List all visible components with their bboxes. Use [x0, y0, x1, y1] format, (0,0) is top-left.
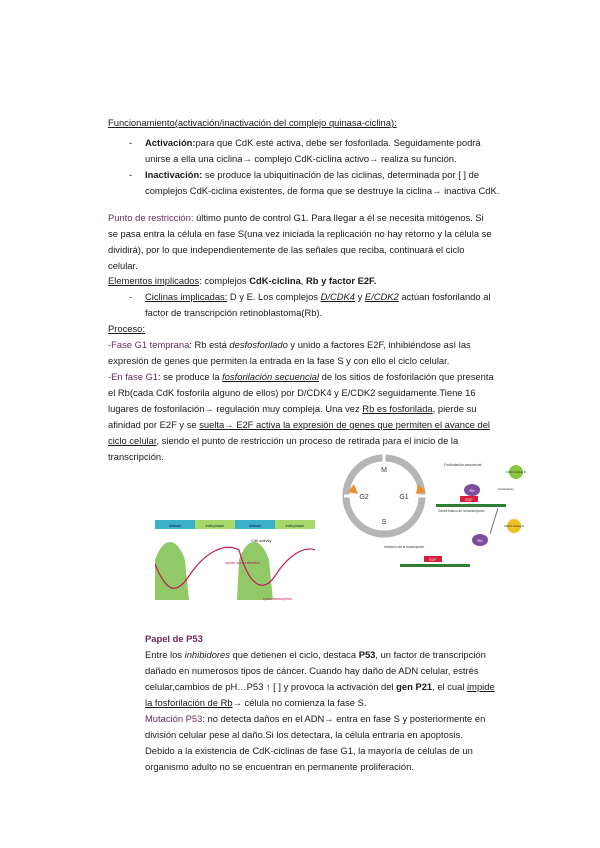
g1t-desfosforilado: desfosforilado	[229, 339, 288, 350]
g1-label: -En fase G1	[108, 371, 159, 382]
g1-temprana-line-2: expresión de genes que permiten la entrada en la fase S y con ello el ciclo celular.	[108, 355, 450, 366]
cyclin-concentration-label: cyclin concentration	[225, 560, 261, 565]
phase-label: mitosis	[248, 523, 262, 528]
p53-l3a: celular,cambios de pH…P53 ↑ [ ] y provoca la activación del	[145, 681, 397, 692]
p53-gen-p21: gen P21	[396, 681, 433, 692]
elementos-cdk: CdK-ciclina	[249, 275, 301, 286]
p53-line-6: división celular pese al daño.Si los detectara, la célula entraría en apoptosis.	[145, 729, 463, 740]
arrow-icon	[490, 508, 498, 534]
cdk-activity-peak	[237, 542, 273, 600]
elementos-comma: ,	[300, 275, 307, 286]
g1-temprana-label: -Fase G1 temprana	[108, 339, 190, 350]
phase-m-label: M	[381, 467, 387, 474]
restriccion-line-1	[108, 210, 484, 226]
sequential-phos-label: Fosforilación secuencial	[444, 463, 482, 467]
section-title-funcionamiento: Funcionamiento(activación/inactivación del complejo quinasa-ciclina):	[108, 117, 397, 128]
inactivacion-line-2: complejos CdK-ciclina existentes, de forma que se destruye la ciclina→ inactiva CdK.	[145, 185, 500, 196]
restriccion-line-4: celular.	[108, 260, 138, 271]
restriccion-text: último punto de control G1. Para llegar a él se necesita mitógenos. Si	[193, 212, 484, 223]
g1-temprana-line-1	[108, 337, 471, 353]
g1-l4a: afinidad por E2F y se	[108, 419, 200, 430]
activacion-label: Activación:	[145, 137, 196, 148]
rb-label: Rb	[469, 488, 475, 493]
p53-l4b: → célula no comienza la fase S.	[232, 697, 367, 708]
phase-label: interphase	[205, 523, 225, 528]
bullet: -	[129, 291, 133, 302]
p53-fosforilacion-rb: la fosforilación de Rb	[145, 697, 233, 708]
cdk2-label: CDK2 ciclina E	[503, 524, 525, 528]
p53-l1d: , un factor de transcripción	[375, 649, 486, 660]
restriccion-label: Punto de restricción:	[108, 212, 194, 223]
inactivacion-label: Inactivación:	[145, 169, 203, 180]
phos-label: fosforilación	[498, 487, 515, 491]
p53-line-8: organismo adulto no se encuentran en permanente proliferación.	[145, 761, 414, 772]
g1-line-5	[108, 433, 458, 449]
p53-line-3	[145, 679, 495, 695]
cdk-activity-peak	[155, 542, 189, 600]
activacion-line-2: unirse a ella una ciclina→ complejo CdK-ciclina activo→ realiza su función.	[145, 153, 457, 164]
ciclinas-label: Ciclinas implicadas:	[145, 291, 228, 302]
p53-line-4	[145, 695, 367, 711]
cyclin-oscillation-figure	[155, 520, 315, 602]
ciclinas-d-cdk4: D/CDK4	[320, 291, 355, 302]
rb-label: Rb	[477, 538, 483, 543]
p53-l1a: Entre los	[145, 649, 185, 660]
activacion-text: para que CdK esté activa, debe ser fosforilada. Seguidamente podrá	[195, 137, 481, 148]
g1-t2: de los sitios de fosforilación que presenta	[319, 371, 494, 382]
ciclinas-e-cdk2: E/CDK2	[364, 291, 399, 302]
p53-impide: impide	[467, 681, 495, 692]
p53-line-1	[145, 647, 486, 663]
ciclinas-t2: y	[354, 291, 365, 302]
g1-line-2: el Rb(cada CdK fosforila alguno de ellos) por D/CDK4 y E/CDK2 seguidamente.Tiene 16	[108, 387, 476, 398]
cdk-activity-label: Cdk activity	[251, 538, 272, 543]
elementos-rb: Rb y factor E2F.	[306, 275, 377, 286]
g1-line-6: transcripción.	[108, 451, 164, 462]
p53-l3c: , el cual	[432, 681, 468, 692]
g1-line-1	[108, 369, 494, 385]
inactivacion-line-1	[145, 167, 479, 183]
p53-line-2: dañado en numerosos tipos de cáncer. Cuando hay daño de ADN celular, estrés	[145, 665, 479, 676]
phase-g2-label: G2	[359, 494, 369, 501]
elementos-label: Elementos implicados	[108, 275, 200, 286]
phase-label: interphase	[285, 523, 305, 528]
cell-cycle-rb-figure	[340, 452, 530, 582]
bullet: -	[129, 137, 133, 148]
g1-line-4	[108, 417, 490, 433]
elementos-sep: : complejos	[199, 275, 250, 286]
elementos-line	[108, 273, 376, 289]
p53-inhibidores: inhibidores	[184, 649, 230, 660]
cyclin-transcription-label: cyclin transcription	[263, 597, 292, 601]
p53-line-5	[145, 711, 485, 727]
g1t-t2: y unido a factores E2F, inhibiéndose así las	[287, 339, 471, 350]
g1-t1: : se produce la	[158, 371, 223, 382]
g1-rb-fosforilada: Rb es fosforilada	[362, 403, 433, 414]
ciclinas-line-2: factor de transcripción retinoblastoma(Rb).	[145, 307, 323, 318]
cdk4-label: CDK4 ciclina D	[505, 470, 527, 474]
g1-l3a: lugares de fosforilación→ regulación muy compleja. Una vez	[108, 403, 363, 414]
phase-s-label: S	[381, 519, 387, 526]
g1t-t1: : Rb está	[189, 339, 230, 350]
g1-fosforilacion-secuencial: fosforilación secuencial	[222, 371, 320, 382]
mutacion-text: : no detecta daños en el ADN→ entra en fase S y posteriormente en	[202, 713, 486, 724]
restriccion-line-2: se pasa entra la célula en fase S(una vez iniciada la replicación no hay retorno y la célula se	[108, 228, 492, 239]
g1-ciclo-celular: ciclo celular	[108, 435, 157, 446]
dna-strand-icon	[400, 564, 470, 567]
ciclinas-line-1	[145, 289, 491, 305]
ciclinas-t3: actúan fosforilando al	[398, 291, 491, 302]
activacion-line-1	[145, 135, 481, 151]
dna-strand-icon	[436, 504, 506, 507]
restriccion-line-3: dividirá), por lo que independientemente de las señales que reciba, continuará el ciclo	[108, 244, 465, 255]
g1-line-3	[108, 401, 476, 417]
bullet: -	[129, 169, 133, 180]
e2f-label: E2F	[429, 557, 437, 562]
ciclinas-t1: D y E. Los complejos	[227, 291, 321, 302]
g1-l3c: , pierde su	[432, 403, 477, 414]
inhibition-label: Inhibición de la transcripción	[384, 545, 425, 549]
p53-title: Papel de P53	[145, 633, 203, 644]
target-genes-label: Genes blanco de la transcripción	[438, 509, 485, 513]
phase-g1-label: G1	[399, 494, 409, 501]
p53-l1b: que detienen el ciclo, destaca	[229, 649, 359, 660]
phase-label: mitosis	[168, 523, 182, 528]
mutacion-p53-label: Mutación P53	[145, 713, 203, 724]
inactivacion-text: se produce la ubiquitinación de las ciclinas, determinada por [ ] de	[202, 169, 480, 180]
e2f-label: E2F	[465, 497, 473, 502]
p53-line-7: Debido a la existencia de CdK-ciclinas de fase G1, la mayoría de células de un	[145, 745, 473, 756]
g1-l5b: , siendo el punto de restricción un proceso de retirada para el inicio de la	[156, 435, 459, 446]
g1-suelta: suelta→ E2F activa la expresión de genes que permiten el avance del	[199, 419, 491, 430]
p53-bold: P53	[358, 649, 376, 660]
proceso-label: Proceso:	[108, 323, 145, 334]
